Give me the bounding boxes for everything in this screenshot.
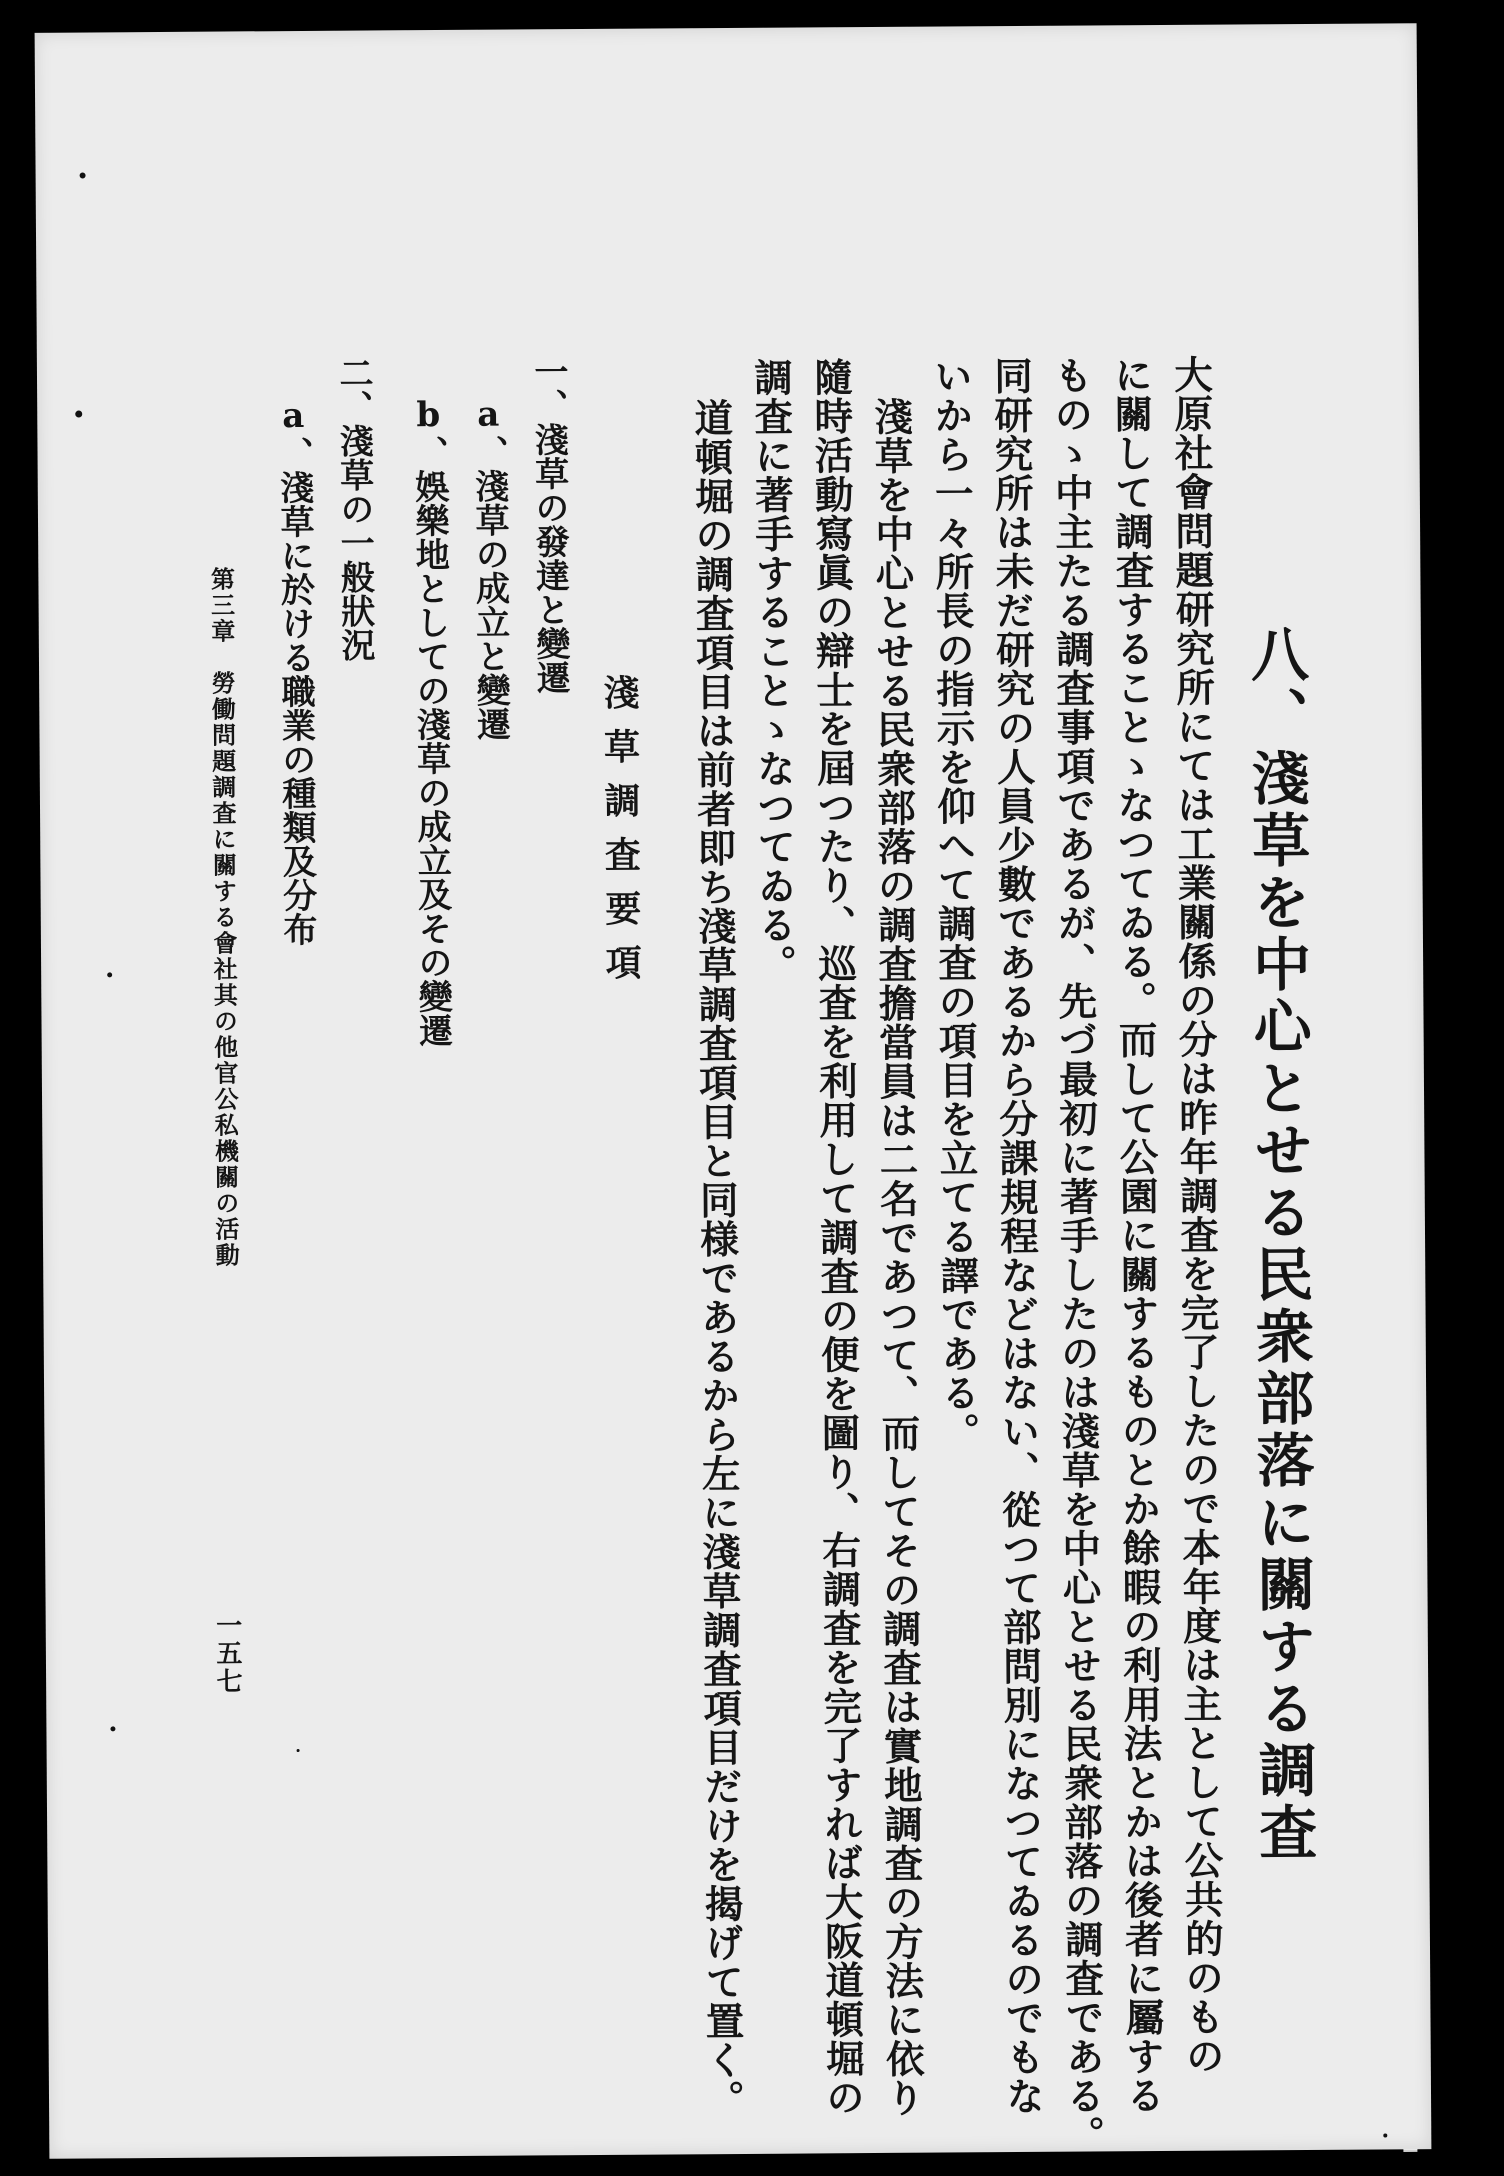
running-footer: 第三章 勞働問題調査に關する會社其の他官公私機關の活動: [206, 566, 241, 1269]
outline-item-1b: b、娛樂地としての淺草の成立及その變遷: [408, 394, 453, 1048]
speck: [107, 972, 112, 977]
speck: [297, 1749, 300, 1752]
outline-item-1: 一、淺草の發達と變遷: [527, 354, 571, 695]
body-line-6: 淺草を中心とせる民衆部落の調査擔當員は二名であつて、而してその調査は實地調査の方法に依り: [868, 396, 926, 2118]
page-number: 一五七: [211, 1611, 243, 1696]
body-line-1: 大原社會問題研究所にては工業關係の分は昨年調査を完了したので本年度は主として公共的のもの: [1167, 354, 1225, 2076]
speck: [80, 172, 86, 178]
body-line-8: 調査に著手することゝなつてゐる。: [747, 357, 798, 984]
speck: [110, 1726, 115, 1731]
body-line-2: に關して調査することゝなつてゐる。而して公園に關するものとか餘暇の利用法とかは後者に屬する: [1107, 355, 1166, 2115]
book-page: [35, 23, 1432, 2159]
outline-item-1a: a、淺草の成立と變遷: [468, 394, 511, 741]
section-title: 八、淺草を中心とせる民衆部落に關する調査: [1240, 623, 1318, 1865]
body-line-9: 道頓堀の調査項目は前者即ち淺草調査項目と同様であるから左に淺草調査項目だけを揭げて置く。: [688, 397, 746, 2119]
body-line-5: いから一々所長の指示を仰へて調査の項目を立てる譯である。: [927, 356, 981, 1452]
body-line-3: ものゝ中主たる調査事項であるが、先づ最初に著手したのは淺草を中心とせる民衆部落の調査である。: [1047, 355, 1106, 2155]
outline-item-2a: a、淺草に於ける職業の種類及分布: [273, 395, 317, 947]
speck: [1383, 2133, 1387, 2137]
outline-heading: 淺草調査要項: [598, 673, 643, 998]
outline-item-2: 二、淺草の一般狀況: [332, 355, 375, 662]
speck: [75, 411, 82, 418]
body-line-4: 同研究所は未だ研究の人員少數であるから分課規程などはない、從つて部問別になつてゐるのでもな: [987, 355, 1046, 2116]
body-line-7: 隨時活動寫眞の辯士を屆つたり、巡査を利用して調査の便を圖り、右調査を完了すれば大阪道頓堀の: [807, 357, 866, 2117]
